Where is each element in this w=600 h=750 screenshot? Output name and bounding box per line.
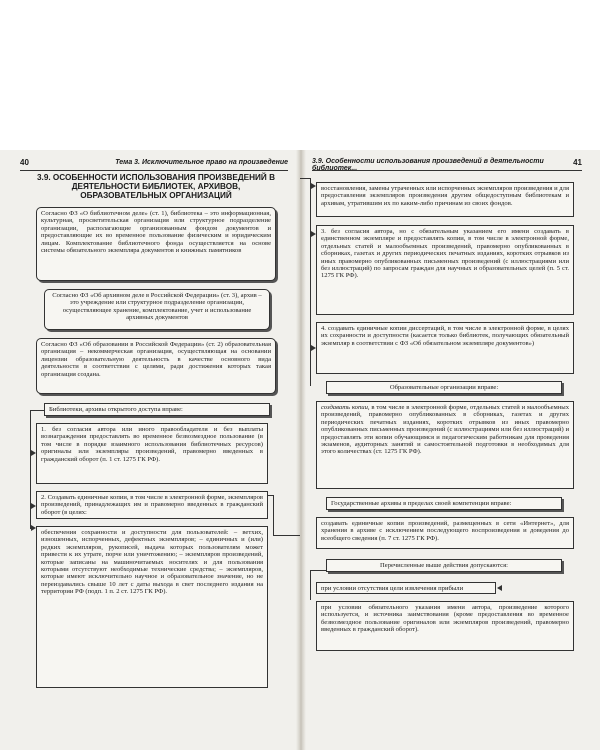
item4-box — [316, 322, 574, 374]
conditions-connector-line — [310, 570, 311, 600]
book-spread — [0, 150, 600, 750]
condition1-text: при условии отсутствия цели извлечения прибыли — [321, 585, 464, 592]
item1-arrow-icon — [31, 450, 36, 456]
item3-text: 3. без согласия автора, но с обязательным указанием его имени создавать в единственном экземпляре и предоставлять копии, в том числе в электронной форме, отдельных статей и малообъемных произведений, правомерно опубликованных в сборниках, газетах и других периодических печатных изданиях, коротких отрывков из иных правомерно опубликованных письменных произведений (с иллюстрациями или без иллюстраций) по запросам граждан для научных и образовательных целей (п. 5 ст. 1275 ГК РФ). — [321, 228, 569, 280]
cont-arrow-icon — [311, 183, 316, 189]
item2-text: 2. Создавать единичные копии, в том числе в электронной форме, экземпляров произведений, принадлежащих им и правомерно введенных в гражданский оборот (в целях: — [41, 494, 263, 516]
def-archive-box — [44, 289, 270, 330]
condition2-text: при условии обязательного указания имени автора, произведение которого используется, и источника заимствования (кроме предоставления во временное безвозмездное пользование оригиналов или экземпляров произведений, правомерно введенных в гражданский оборот). — [321, 604, 569, 634]
item2-cont-box — [316, 182, 574, 217]
item4-arrow-icon — [311, 345, 316, 351]
allowed-header-text: Перечисленные выше действия допускаются: — [380, 562, 508, 569]
item2-right-connector — [273, 495, 274, 535]
state-archives-box — [316, 517, 574, 549]
item3-box — [316, 225, 574, 315]
item1-text: 1. без согласия автора или иного правообладателя и без выплаты вознаграждения предоставлять во временное безвозмездное пользование (в том числе в порядке взаимного использования библиотечных ресурсов) оригиналы или экземпляры произведений, правомерно введенных в гражданский оборот (п. 1 ст. 1275 ГК РФ). — [41, 426, 263, 463]
right-connector-line — [310, 178, 311, 386]
purposes-arrow-icon — [31, 525, 36, 531]
allowed-header-box — [326, 559, 562, 572]
edu-box — [316, 401, 574, 489]
section-title: 3.9. ОСОБЕННОСТИ ИСПОЛЬЗОВАНИЯ ПРОИЗВЕДЕНИЙ В ДЕЯТЕЛЬНОСТИ БИБЛИОТЕК, АРХИВОВ, ОБРАЗОВАТЕЛЬНЫХ ОРГАНИЗАЦИЙ — [37, 173, 275, 201]
purposes-box — [36, 526, 268, 688]
edu-header-text: Образовательные организации вправе: — [389, 384, 499, 391]
state-archives-header-box — [326, 497, 562, 510]
left-running-head-text: Тема 3. Исключительное право на произведение — [115, 159, 288, 166]
item3-arrow-icon — [311, 231, 316, 237]
item2-right-stub — [268, 495, 274, 496]
edu-text: в том числе в электронной форме, отдельных статей и малообъемных произведений, правомерно опубликованных в сборниках, газетах и других периодических печатных изданиях, коротких отрывков из иных правомерно опубликованных письменных произведений (с иллюстрациями или без иллюстраций) и предоставлять эти копии обучающимся и педагогическим работникам для проведения экзаменов, аудиторных занятий и самостоятельной подготовки в необходимых для этого количествах (ст. 1275 ГК РФ). — [321, 404, 569, 456]
left-page — [0, 150, 298, 750]
item4-text: 4. создавать единичные копии диссертаций, в том числе в электронной форме, в целях их сохранности и доступности (касается только библиотек, получающих обязательный экземпляр в соответствии с ФЗ «Об обязательном экземпляре документов») — [321, 325, 569, 347]
state-archives-header-text: Государственные архивы в пределах своей компетенции вправе: — [331, 500, 512, 507]
left-connector-line — [30, 410, 31, 528]
item2-cont-text: восстановления, замены утраченных или испорченных экземпляров произведения и для предоставления экземпляров произведения другим общедоступным библиотекам и архивам, утратившим их по каким-либо причинам из своих фондов. — [321, 185, 569, 207]
conditions-connector-top — [310, 570, 326, 571]
left-connector-top — [30, 410, 44, 411]
item2-arrow-icon — [31, 503, 36, 509]
condition1-arrow-icon — [497, 585, 502, 591]
left-running-head — [20, 158, 288, 171]
condition2-box — [316, 601, 574, 651]
state-archives-text: создавать единичные копии произведений, размещенных в сети «Интернет», для хранения в архиве с исключением последующего воспроизведения и доведения до всеобщего сведения (п. 7 ст. 1275 ГК РФ). — [321, 520, 569, 542]
purposes-text: обеспечения сохранности и доступности для пользователей: – ветхих, изношенных, испорченных, дефектных экземпляров; – единичных и (или) редких экземпляров, рукописей, выдача которых пользователям может привести к их утрате, порче или уничтожению; – экземпляров произведений, которые записаны на машиночитаемых носителях и для пользования которыми отсутствуют необходимые технические средства; – экземпляров, которые имеют исключительно научное и образовательное значение, но не переиздавались свыше 10 лет с даты выхода в свет последнего издания на территории РФ (подп. 1 п. 2 ст. 1275 ГК РФ). — [41, 529, 263, 596]
def-archive-text: Согласно ФЗ «Об архивном деле в Российской Федерации» (ст. 3), архив – это учреждение или структурное подразделение организации, осуществляющее хранение, комплектование, учет и использование архивных документов — [52, 292, 262, 322]
right-connector-top — [300, 178, 310, 179]
right-running-head-text: 3.9. Особенности использования произведений в деятельности библиотек... — [312, 158, 544, 172]
right-page — [304, 150, 600, 750]
libraries-header-text: Библиотеки, архивы открытого доступа вправе: — [49, 406, 183, 413]
right-running-head — [312, 158, 582, 171]
libraries-header-box — [44, 403, 270, 416]
condition1-box — [316, 582, 496, 594]
edu-lead-text: создавать копии, — [321, 404, 370, 411]
item2-continue-line — [273, 535, 300, 536]
item2-box — [36, 491, 268, 519]
def-library-text: Согласно ФЗ «О библиотечном деле» (ст. 1), библиотека – это информационная, культурная, просветительская организация или структурное подразделение организации, располагающие организованным фондом документов и предоставляющие их во временное пользование физическим и юридическим лицам. Комплектование библиотечного фонда осуществляется на основе системы обязательного экземпляра документов и книжных памятников — [41, 210, 271, 255]
def-education-box — [36, 338, 276, 394]
left-page-number: 40 — [20, 158, 29, 167]
def-library-box — [36, 207, 276, 281]
edu-header-box — [326, 381, 562, 394]
item1-box — [36, 423, 268, 484]
def-education-text: Согласно ФЗ «Об образовании в Российской Федерации» (ст. 2) образовательная организация – некоммерческая организация, осуществляющая на основании лицензии образовательную деятельность в качестве основного вида деятельности в соответствии с целями, ради достижения которых такая организация создана. — [41, 341, 271, 378]
right-page-number: 41 — [573, 158, 582, 167]
